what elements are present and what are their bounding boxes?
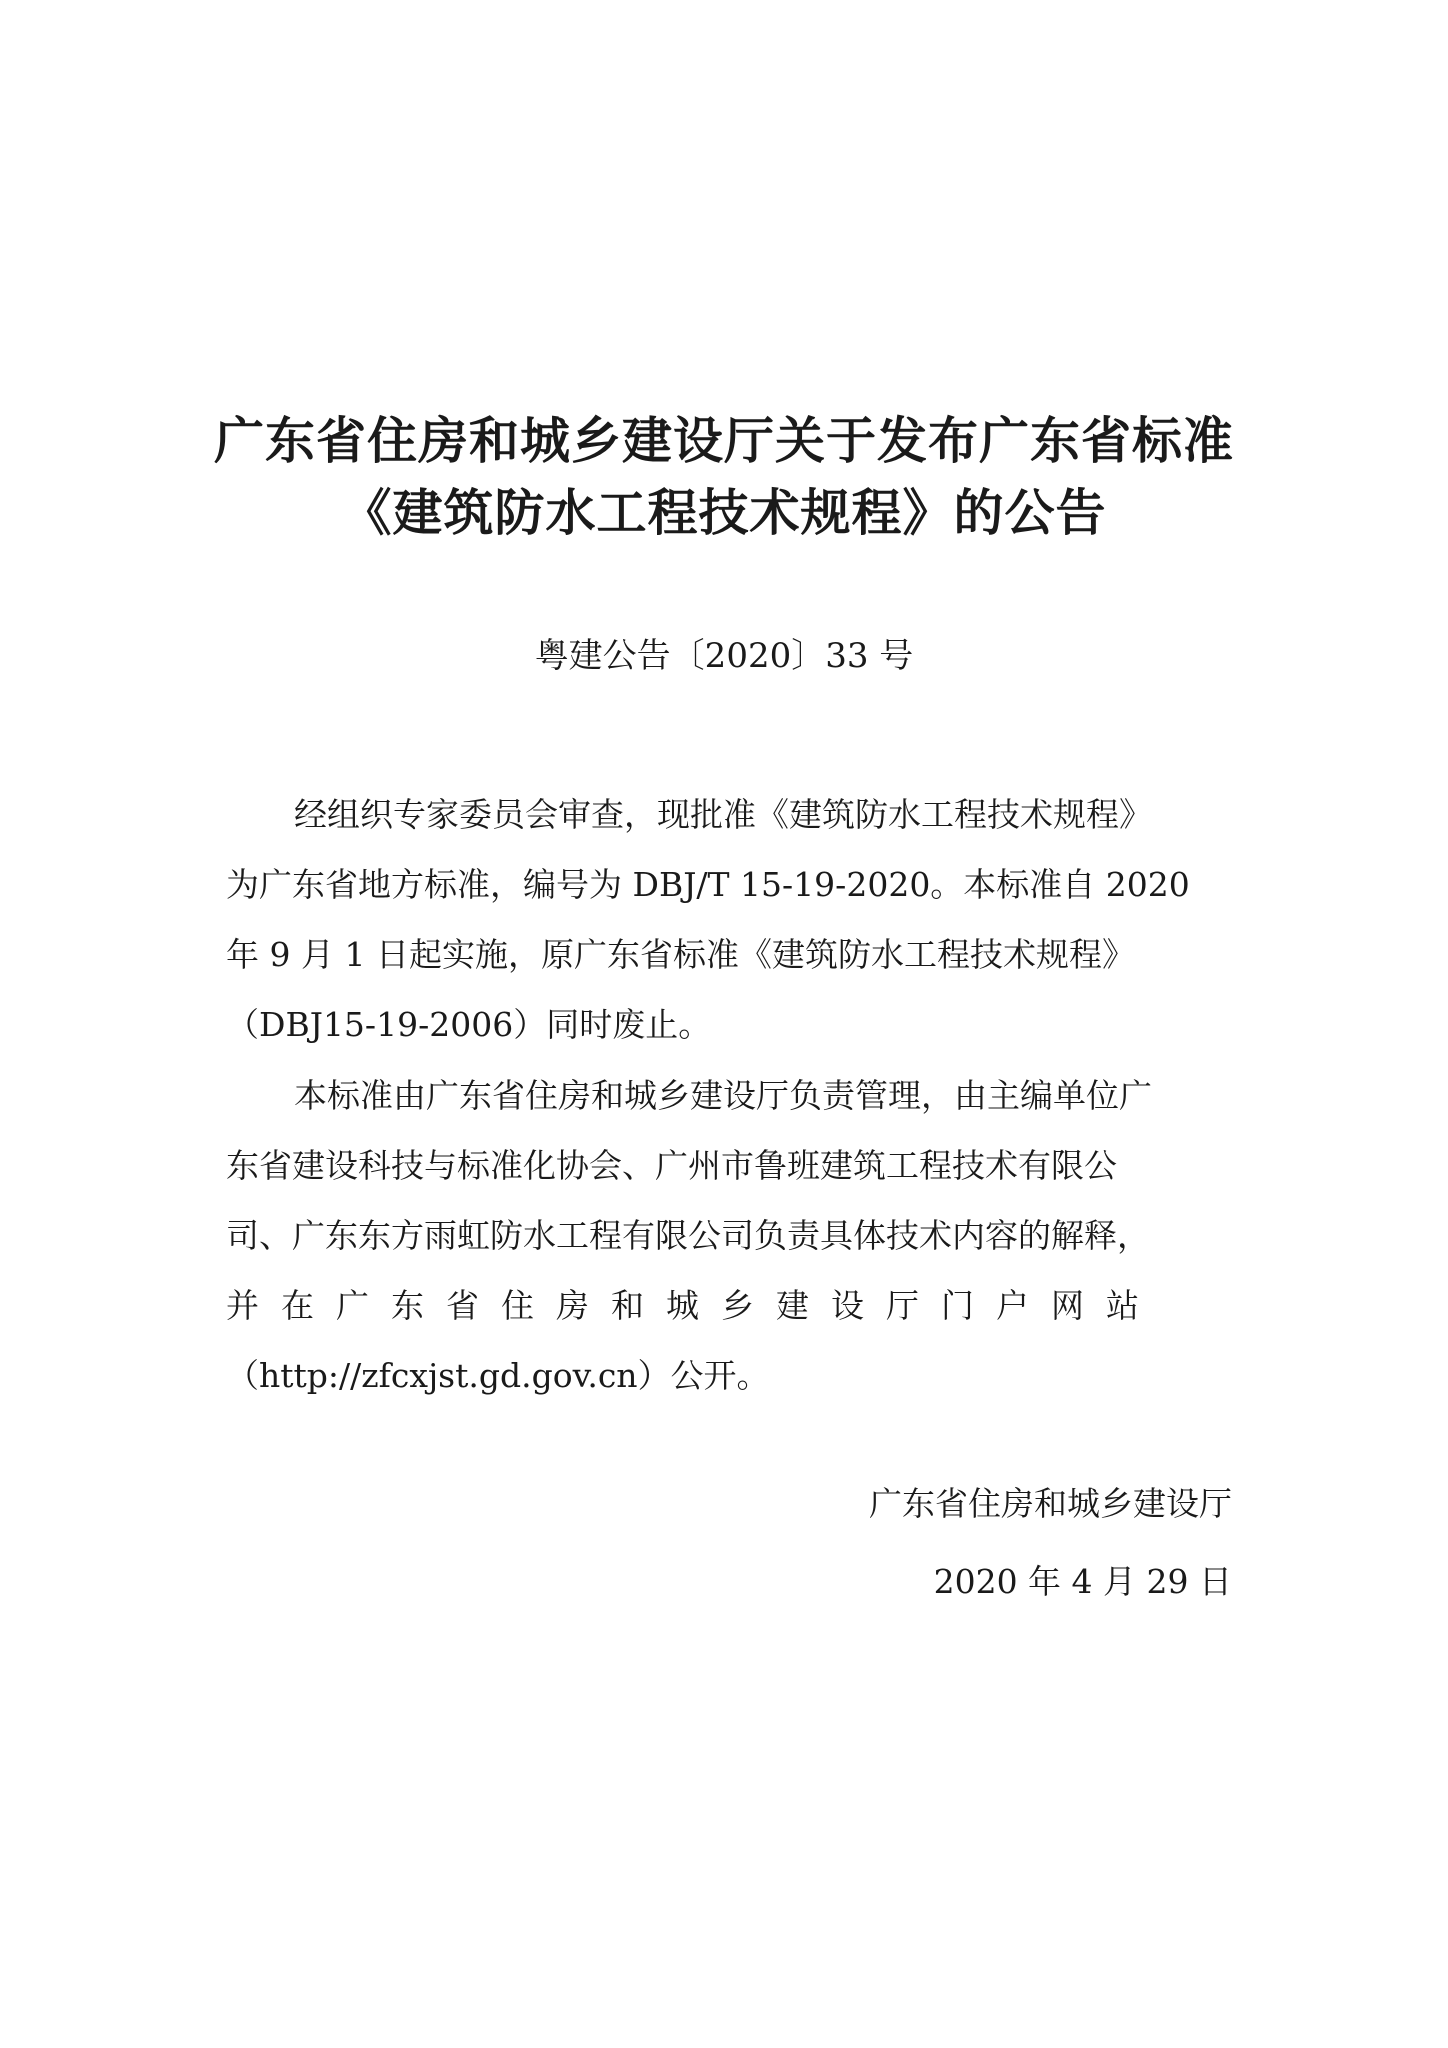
signature-date: 2020 年 4 月 29 日 — [933, 1562, 1232, 1601]
paragraph-line: 司、广东东方雨虹防水工程有限公司负责具体技术内容的解释， — [226, 1216, 1150, 1255]
paragraph-line: （http://zfcxjst.gd.gov.cn）公开。 — [226, 1356, 770, 1395]
paragraph-management — [226, 1061, 1232, 1411]
signature-organization: 广东省住房和城乡建设厅 — [869, 1484, 1232, 1523]
notice-title-line-2: 《建筑防水工程技术规程》的公告 — [341, 484, 1107, 542]
paragraph-line: 经组织专家委员会审查，现批准《建筑防水工程技术规程》 — [294, 795, 1152, 834]
paragraph-approval — [226, 780, 1232, 1060]
paragraph-line: 本标准由广东省住房和城乡建设厅负责管理，由主编单位广 — [294, 1076, 1152, 1115]
paragraph-line: 东省建设科技与标准化协会、广州市鲁班建筑工程技术有限公 — [226, 1146, 1117, 1185]
paragraph-line: 并在广东省住房和城乡建设厅门户网站 — [226, 1286, 1161, 1325]
document-number: 粤建公告〔2020〕33 号 — [534, 636, 914, 676]
notice-title-line-1: 广东省住房和城乡建设厅关于发布广东省标准 — [214, 412, 1234, 470]
paragraph-line: 年 9 月 1 日起实施，原广东省标准《建筑防水工程技术规程》 — [226, 935, 1135, 974]
paragraph-line: 为广东省地方标准，编号为 DBJ/T 15-19-2020。本标准自 2020 — [226, 865, 1190, 904]
paragraph-line: （DBJ15-19-2006）同时废止。 — [226, 1005, 712, 1044]
